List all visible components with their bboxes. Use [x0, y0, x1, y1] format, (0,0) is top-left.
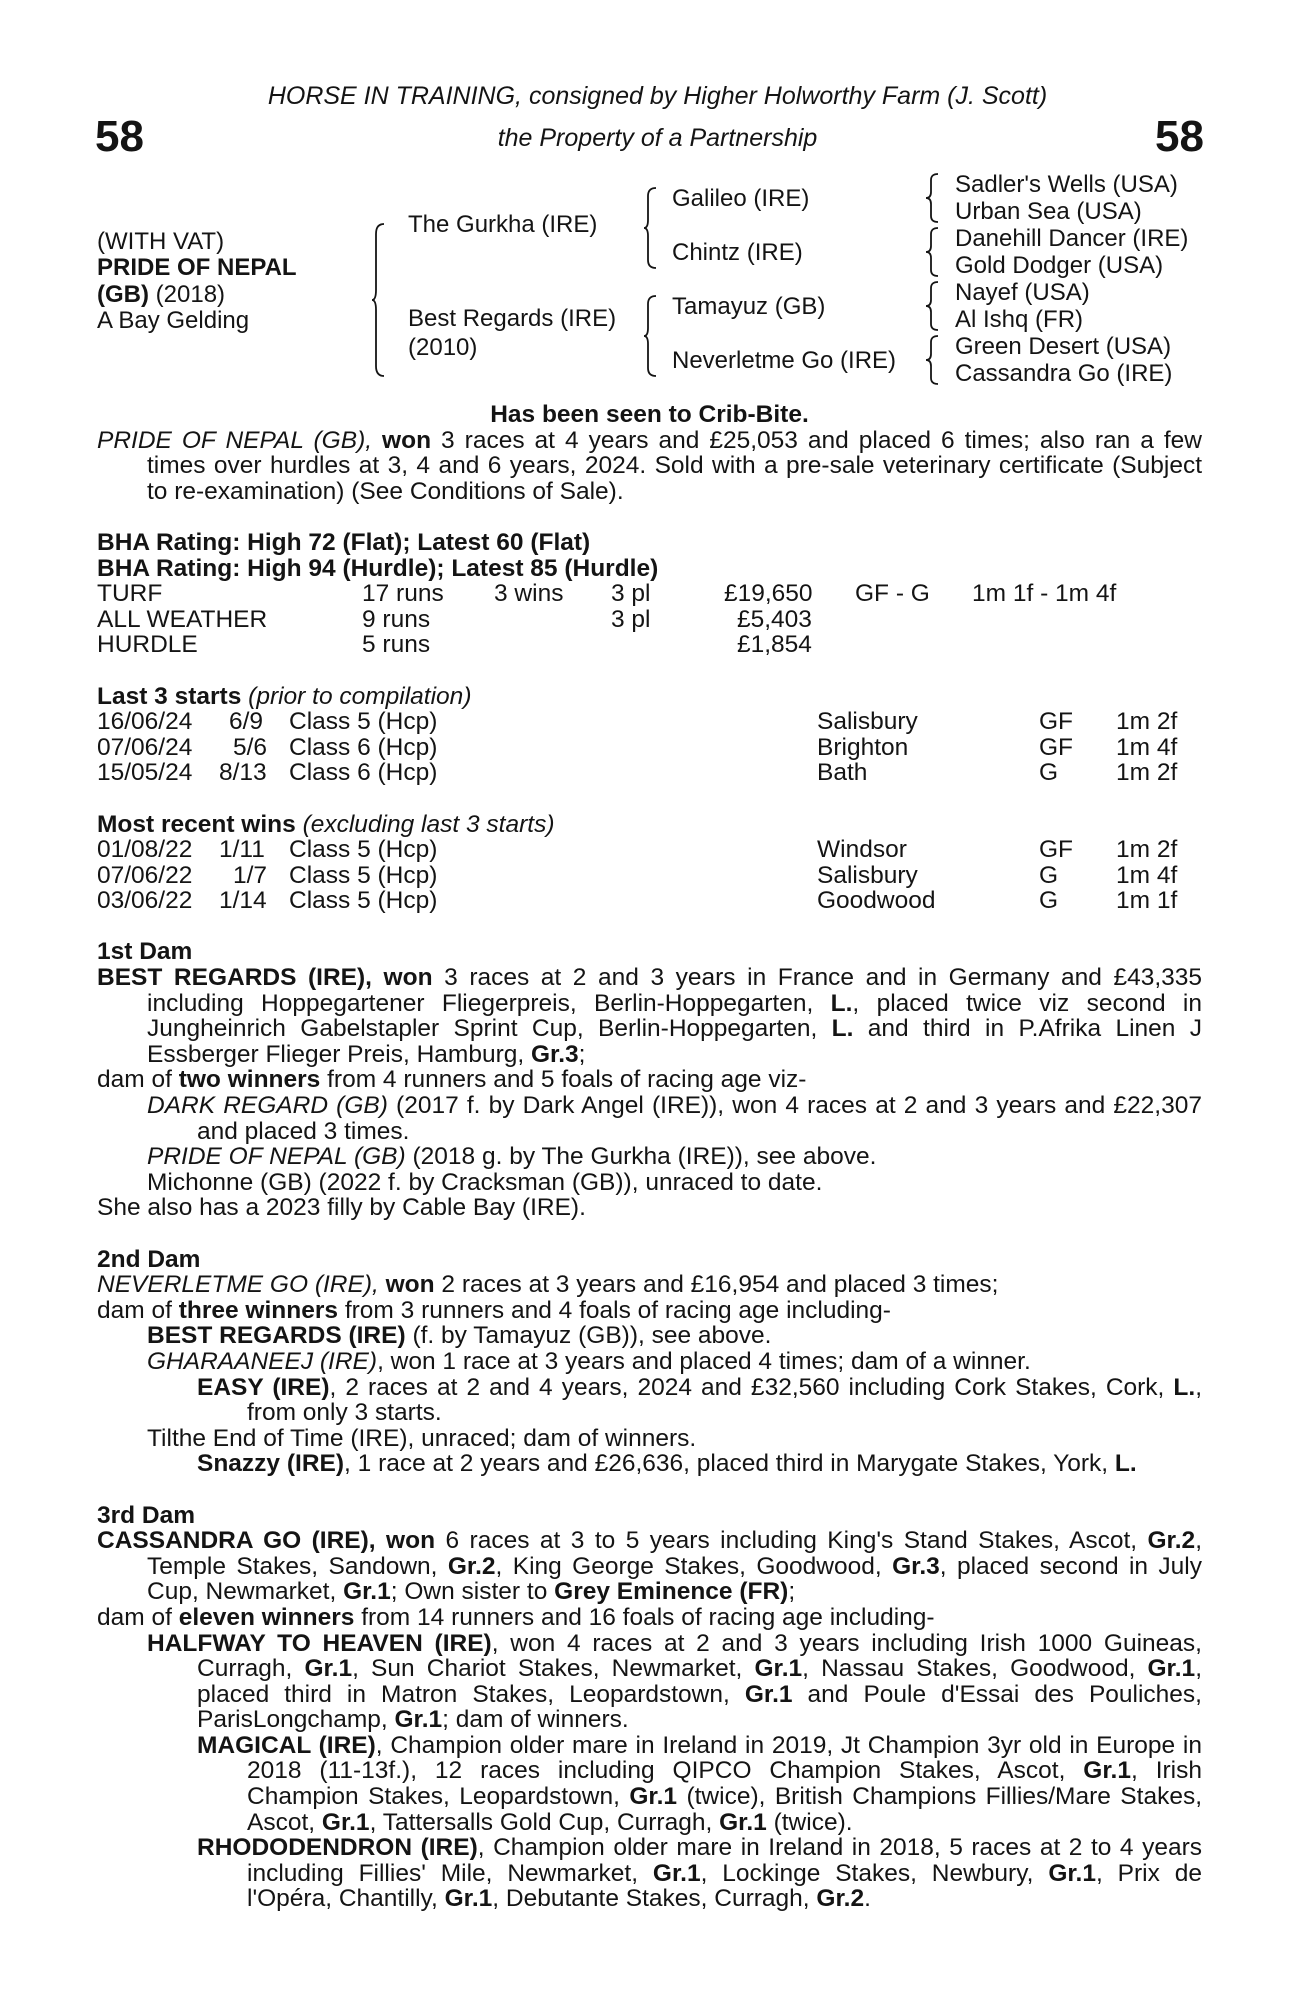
bha-rating-hurdle: BHA Rating: High 94 (Hurdle); Latest 85 (Hurdle) [97, 554, 659, 582]
pedigree-dds: Green Desert (USA) [955, 333, 1172, 360]
pedigree-brace-sire [644, 186, 658, 270]
pedigree-brace-main [372, 222, 386, 378]
pedigree-brace-ss [926, 172, 940, 224]
pedigree-sss: Sadler's Wells (USA) [955, 171, 1178, 198]
first-dam-produce-summary: dam of two winners from 4 runners and 5 foals of racing age viz- [97, 1066, 807, 1094]
pedigree-brace-ds [926, 280, 940, 332]
third-dam-heading: 3rd Dam [97, 1501, 196, 1529]
produce-2023-filly: She also has a 2023 filly by Cable Bay (IRE). [97, 1194, 586, 1222]
produce-tilthe-end-of-time: Tilthe End of Time (IRE), unraced; dam of winners. [147, 1424, 697, 1452]
third-dam-produce-summary: dam of eleven winners from 14 runners and 16 foals of racing age including- [97, 1603, 935, 1631]
pedigree-sds: Danehill Dancer (IRE) [955, 225, 1189, 252]
pedigree-dsd: Al Ishq (FR) [955, 306, 1084, 333]
last-start-row-1: 16/06/24 6/9 Class 5 (Hcp) Salisbury GF 1m 2f [97, 708, 1178, 736]
vat-note: (WITH VAT) [97, 228, 225, 255]
record-row-hurdle: HURDLE 5 runs £1,854 [97, 631, 812, 659]
pedigree-sire: The Gurkha (IRE) [408, 211, 598, 238]
bha-rating-flat: BHA Rating: High 72 (Flat); Latest 60 (Flat) [97, 528, 591, 556]
pedigree-dam-dam: Neverletme Go (IRE) [672, 347, 897, 374]
horse-summary: PRIDE OF NEPAL (GB), won 3 races at 4 years and £25,053 and placed 6 times; also ran a few times over hurdles at 3, 4 and 6 years, 2024. Sold with a pre-sale veterinary certificate (Subject to re-examination) (See Conditions of Sale). [97, 426, 1203, 505]
catalogue-body [97, 402, 1202, 1912]
produce-best-regards: BEST REGARDS (IRE) (f. by Tamayuz (GB)), see above. [147, 1322, 772, 1350]
horse-origin-year [97, 281, 225, 309]
produce-dark-regard: DARK REGARD (GB) (2017 f. by Dark Angel (IRE)), won 4 races at 2 and 3 years and £22,307 and placed 3 times. [147, 1092, 1202, 1145]
pedigree-dam-sire: Tamayuz (GB) [672, 293, 826, 320]
record-row-all-weather: ALL WEATHER 9 runs 3 pl £5,403 [97, 605, 812, 633]
pedigree-dss: Nayef (USA) [955, 279, 1090, 306]
second-dam-produce-summary: dam of three winners from 3 runners and 4 foals of racing age including- [97, 1296, 891, 1324]
first-dam-heading: 1st Dam [97, 938, 193, 966]
third-dam-record: CASSANDRA GO (IRE), won 6 races at 3 to 5 years including King's Stand Stakes, Ascot, Gr.2, Temple Stakes, Sandown, Gr.2, King George Stakes, Goodwood, Gr.3, placed second in July Cup, Newmarket, Gr.1; Own sister to Grey Eminence (FR); [97, 1527, 1203, 1606]
horse-description: A Bay Gelding [97, 307, 250, 334]
recent-win-row-2: 07/06/22 1/7 Class 5 (Hcp) Salisbury G 1m 4f [97, 861, 1178, 889]
produce-gharaaneej: GHARAANEEJ (IRE), won 1 race at 3 years and placed 4 times; dam of a winner. [147, 1347, 1031, 1375]
horse-year: (2018) [155, 281, 226, 308]
pedigree-dam-year: (2010) [408, 334, 478, 361]
lot-number-right: 58 [1155, 112, 1204, 161]
produce-pride-of-nepal: PRIDE OF NEPAL (GB) (2018 g. by The Gurkha (IRE)), see above. [147, 1143, 877, 1171]
pedigree-sdd: Gold Dodger (USA) [955, 252, 1164, 279]
produce-snazzy: Snazzy (IRE), 1 race at 2 years and £26,636, placed third in Marygate Stakes, York, L. [197, 1450, 1137, 1478]
first-dam-record: BEST REGARDS (IRE), won 3 races at 2 and 3 years in France and in Germany and £43,335 including Hoppegartener Fliegerpreis, Berlin-Hoppegarten, L., placed twice viz second in Jungheinrich Gabelstapler Sprint Cup, Berlin-Hoppegarten, L. and third in P.Afrika Linen J Essberger Flieger Preis, Hamburg, Gr.3; [97, 964, 1202, 1068]
produce-easy: EASY (IRE), 2 races at 2 and 4 years, 2024 and £32,560 including Cork Stakes, Cork, L., from only 3 starts. [197, 1373, 1202, 1427]
recent-win-row-3: 03/06/22 1/14 Class 5 (Hcp) Goodwood G 1m 1f [97, 887, 1178, 915]
last-start-row-3: 15/05/24 8/13 Class 6 (Hcp) Bath G 1m 2f [97, 759, 1178, 787]
second-dam-record: NEVERLETME GO (IRE), won 2 races at 3 years and £16,954 and placed 3 times; [97, 1271, 999, 1299]
pedigree-brace-dd [926, 334, 940, 386]
record-row-turf: TURF 17 runs 3 wins 3 pl £19,650 GF - G 1m 1f - 1m 4f [97, 580, 1117, 608]
produce-rhododendron: RHODODENDRON (IRE), Champion older mare in Ireland in 2018, 5 races at 2 to 4 years including Fillies' Mile, Newmarket, Gr.1, Lockinge Stakes, Newbury, Gr.1, Prix de l'Opéra, Chantilly, Gr.1, Debutante Stakes, Curragh, Gr.2. [197, 1834, 1202, 1913]
pedigree-sire-dam: Chintz (IRE) [672, 239, 803, 266]
horse-name: PRIDE OF NEPAL [97, 254, 297, 281]
pedigree-dam: Best Regards (IRE) [408, 305, 617, 332]
property-line: the Property of a Partnership [497, 124, 818, 152]
last-3-starts-heading: Last 3 starts (prior to compilation) [97, 682, 472, 710]
pedigree-ddd: Cassandra Go (IRE) [955, 360, 1173, 387]
pedigree-brace-dam [644, 294, 658, 378]
produce-halfway-to-heaven: HALFWAY TO HEAVEN (IRE), won 4 races at 2 and 3 years including Irish 1000 Guineas, Curragh, Gr.1, Sun Chariot Stakes, Newmarket, Gr.1, Nassau Stakes, Goodwood, Gr.1, placed third in Matron Stakes, Leopardstown, Gr.1 and Poule d'Essai des Pouliches, ParisLongchamp, Gr.1; dam of winners. [147, 1629, 1202, 1734]
produce-michonne: Michonne (GB) (2022 f. by Cracksman (GB)), unraced to date. [147, 1168, 823, 1196]
produce-magical: MAGICAL (IRE), Champion older mare in Ireland in 2019, Jt Champion 3yr old in Europe in 2018 (11-13f.), 12 races including QIPCO Champion Stakes, Ascot, Gr.1, Irish Champion Stakes, Leopardstown, Gr.1 (twice), British Champions Fillies/Mare Stakes, Ascot, Gr.1, Tattersalls Gold Cup, Curragh, Gr.1 (twice). [197, 1731, 1202, 1836]
pedigree-brace-sd [926, 226, 940, 278]
consignor-line: HORSE IN TRAINING, consigned by Higher Holworthy Farm (J. Scott) [267, 82, 1048, 110]
pedigree-sire-sire: Galileo (IRE) [672, 185, 810, 212]
crib-bite-notice: Has been seen to Crib-Bite. [490, 401, 809, 428]
pedigree-ssd: Urban Sea (USA) [955, 198, 1142, 225]
last-start-row-2: 07/06/24 5/6 Class 6 (Hcp) Brighton GF 1m 4f [97, 733, 1178, 761]
lot-number-left: 58 [95, 112, 144, 161]
recent-win-row-1: 01/08/22 1/11 Class 5 (Hcp) Windsor GF 1m 2f [97, 836, 1178, 864]
recent-wins-heading: Most recent wins (excluding last 3 starts) [97, 810, 555, 838]
second-dam-heading: 2nd Dam [97, 1245, 201, 1273]
horse-country: (GB) [97, 281, 149, 308]
